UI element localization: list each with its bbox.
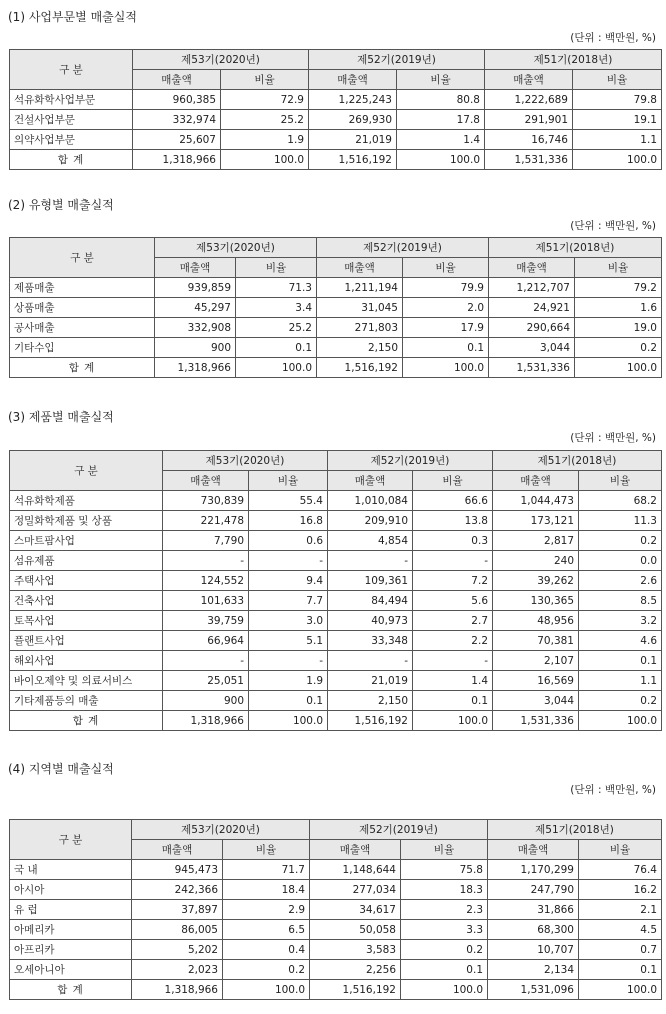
- cell-value: 16,746: [485, 130, 573, 150]
- table-row: [10, 130, 662, 150]
- cell-value: 1,148,644: [310, 860, 401, 880]
- cell-value: 31,866: [488, 900, 579, 920]
- header-period: 제52기(2019년): [328, 451, 493, 471]
- cell-value: 84,494: [328, 591, 413, 611]
- cell-value: -: [249, 651, 328, 671]
- header-sales: 매출액: [328, 471, 413, 491]
- cell-value: 8.5: [579, 591, 662, 611]
- total-value: 100.0: [579, 980, 662, 1000]
- cell-value: 0.6: [249, 531, 328, 551]
- total-row: [10, 150, 662, 170]
- cell-value: 1,225,243: [309, 90, 397, 110]
- cell-value: 7.7: [249, 591, 328, 611]
- cell-value: -: [328, 551, 413, 571]
- cell-value: 86,005: [132, 920, 223, 940]
- total-label: 합 계: [10, 711, 163, 731]
- table-row: [10, 880, 662, 900]
- header-ratio: 비율: [236, 258, 317, 278]
- table-row: [10, 920, 662, 940]
- header-period: 제51기(2018년): [489, 238, 662, 258]
- table-row: [10, 860, 662, 880]
- header-period: 제51기(2018년): [488, 820, 662, 840]
- sales-table: [9, 49, 662, 170]
- cell-value: 1.1: [579, 671, 662, 691]
- total-value: 1,531,336: [493, 711, 579, 731]
- header-period: 제53기(2020년): [155, 238, 317, 258]
- table-row: [10, 278, 662, 298]
- cell-value: 2,256: [310, 960, 401, 980]
- cell-value: 76.4: [579, 860, 662, 880]
- cell-value: 0.7: [579, 940, 662, 960]
- cell-value: 33,348: [328, 631, 413, 651]
- cell-value: -: [163, 551, 249, 571]
- total-value: 1,318,966: [132, 980, 223, 1000]
- cell-value: 2,150: [328, 691, 413, 711]
- cell-value: 1,010,084: [328, 491, 413, 511]
- cell-value: 939,859: [155, 278, 236, 298]
- total-row: [10, 711, 662, 731]
- cell-value: 290,664: [489, 318, 575, 338]
- row-label: 해외사업: [10, 651, 163, 671]
- header-period: 제51기(2018년): [485, 50, 662, 70]
- cell-value: -: [413, 551, 493, 571]
- cell-value: 79.8: [573, 90, 662, 110]
- table-row: [10, 491, 662, 511]
- table-row: [10, 900, 662, 920]
- header-period: 제53기(2020년): [133, 50, 309, 70]
- cell-value: 21,019: [328, 671, 413, 691]
- row-label: 기타제품등의 매출: [10, 691, 163, 711]
- cell-value: 0.0: [579, 551, 662, 571]
- cell-value: 11.3: [579, 511, 662, 531]
- cell-value: 209,910: [328, 511, 413, 531]
- row-label: 플랜트사업: [10, 631, 163, 651]
- table-row: [10, 611, 662, 631]
- total-label: 합 계: [10, 358, 155, 378]
- cell-value: 173,121: [493, 511, 579, 531]
- cell-value: 1,211,194: [317, 278, 403, 298]
- cell-value: 0.1: [579, 960, 662, 980]
- cell-value: 4.5: [579, 920, 662, 940]
- cell-value: 2.3: [401, 900, 488, 920]
- cell-value: 50,058: [310, 920, 401, 940]
- cell-value: 17.8: [397, 110, 485, 130]
- cell-value: 2.0: [403, 298, 489, 318]
- unit-label: (단위 : 백만원, %): [570, 432, 656, 444]
- row-label: 석유화학사업부문: [10, 90, 133, 110]
- cell-value: 75.8: [401, 860, 488, 880]
- unit-label: (단위 : 백만원, %): [570, 32, 656, 44]
- cell-value: 242,366: [132, 880, 223, 900]
- cell-value: 130,365: [493, 591, 579, 611]
- row-label: 정밀화학제품 및 상품: [10, 511, 163, 531]
- cell-value: 17.9: [403, 318, 489, 338]
- table-row: [10, 298, 662, 318]
- total-label: 합 계: [10, 980, 132, 1000]
- cell-value: 1.9: [249, 671, 328, 691]
- total-value: 100.0: [575, 358, 662, 378]
- row-label: 건설사업부문: [10, 110, 133, 130]
- cell-value: 4,854: [328, 531, 413, 551]
- cell-value: -: [163, 651, 249, 671]
- cell-value: 101,633: [163, 591, 249, 611]
- total-value: 1,318,966: [133, 150, 221, 170]
- header-period: 제52기(2019년): [309, 50, 485, 70]
- cell-value: 0.3: [413, 531, 493, 551]
- cell-value: 19.1: [573, 110, 662, 130]
- cell-value: 5,202: [132, 940, 223, 960]
- table-row: [10, 691, 662, 711]
- row-label: 아프리카: [10, 940, 132, 960]
- header-sales: 매출액: [493, 471, 579, 491]
- cell-value: 2,023: [132, 960, 223, 980]
- cell-value: 55.4: [249, 491, 328, 511]
- cell-value: 1.9: [221, 130, 309, 150]
- cell-value: 16.2: [579, 880, 662, 900]
- cell-value: 6.5: [223, 920, 310, 940]
- cell-value: 2.1: [579, 900, 662, 920]
- row-label: 아메리카: [10, 920, 132, 940]
- total-value: 1,531,336: [485, 150, 573, 170]
- row-label: 스마트팜사업: [10, 531, 163, 551]
- cell-value: 2,817: [493, 531, 579, 551]
- cell-value: 3,044: [489, 338, 575, 358]
- header-sales: 매출액: [163, 471, 249, 491]
- cell-value: 31,045: [317, 298, 403, 318]
- cell-value: 5.6: [413, 591, 493, 611]
- cell-value: 332,974: [133, 110, 221, 130]
- cell-value: 13.8: [413, 511, 493, 531]
- cell-value: 271,803: [317, 318, 403, 338]
- header-row-periods: [10, 820, 662, 840]
- header-sales: 매출액: [132, 840, 223, 860]
- cell-value: 9.4: [249, 571, 328, 591]
- table-row: [10, 551, 662, 571]
- cell-value: 0.2: [579, 531, 662, 551]
- header-period: 제52기(2019년): [310, 820, 488, 840]
- table-row: [10, 531, 662, 551]
- row-label: 주택사업: [10, 571, 163, 591]
- table-row: [10, 110, 662, 130]
- table-row: [10, 631, 662, 651]
- total-value: 1,318,966: [163, 711, 249, 731]
- total-label: 합 계: [10, 150, 133, 170]
- cell-value: 72.9: [221, 90, 309, 110]
- total-value: 100.0: [249, 711, 328, 731]
- cell-value: 3.0: [249, 611, 328, 631]
- header-category: 구 분: [10, 820, 132, 860]
- cell-value: 0.1: [579, 651, 662, 671]
- table-row: [10, 651, 662, 671]
- cell-value: 1.4: [397, 130, 485, 150]
- row-label: 아시아: [10, 880, 132, 900]
- total-value: 1,531,096: [488, 980, 579, 1000]
- cell-value: 0.1: [401, 960, 488, 980]
- cell-value: 0.2: [575, 338, 662, 358]
- cell-value: 66,964: [163, 631, 249, 651]
- section-title: (1) 사업부문별 매출실적: [8, 10, 137, 24]
- total-value: 1,318,966: [155, 358, 236, 378]
- cell-value: 1.1: [573, 130, 662, 150]
- cell-value: 0.1: [413, 691, 493, 711]
- header-row-periods: [10, 50, 662, 70]
- cell-value: 7.2: [413, 571, 493, 591]
- section-title: (2) 유형별 매출실적: [8, 198, 114, 212]
- cell-value: 1,212,707: [489, 278, 575, 298]
- header-sales: 매출액: [310, 840, 401, 860]
- row-label: 상품매출: [10, 298, 155, 318]
- header-ratio: 비율: [249, 471, 328, 491]
- sales-table: [9, 819, 662, 1000]
- cell-value: 960,385: [133, 90, 221, 110]
- cell-value: 945,473: [132, 860, 223, 880]
- cell-value: 70,381: [493, 631, 579, 651]
- cell-value: 68.2: [579, 491, 662, 511]
- header-sales: 매출액: [317, 258, 403, 278]
- cell-value: 0.2: [223, 960, 310, 980]
- cell-value: 45,297: [155, 298, 236, 318]
- cell-value: 18.4: [223, 880, 310, 900]
- cell-value: 37,897: [132, 900, 223, 920]
- cell-value: 79.9: [403, 278, 489, 298]
- cell-value: 48,956: [493, 611, 579, 631]
- total-value: 100.0: [413, 711, 493, 731]
- cell-value: 16.8: [249, 511, 328, 531]
- header-period: 제51기(2018년): [493, 451, 662, 471]
- cell-value: 3,044: [493, 691, 579, 711]
- header-category: 구 분: [10, 451, 163, 491]
- cell-value: 21,019: [309, 130, 397, 150]
- cell-value: 124,552: [163, 571, 249, 591]
- cell-value: 109,361: [328, 571, 413, 591]
- cell-value: 10,707: [488, 940, 579, 960]
- header-sales: 매출액: [488, 840, 579, 860]
- header-category: 구 분: [10, 50, 133, 90]
- table-row: [10, 571, 662, 591]
- table-row: [10, 90, 662, 110]
- header-period: 제53기(2020년): [132, 820, 310, 840]
- cell-value: 3.4: [236, 298, 317, 318]
- row-label: 바이오제약 및 의료서비스: [10, 671, 163, 691]
- unit-label: (단위 : 백만원, %): [570, 784, 656, 796]
- cell-value: 25,607: [133, 130, 221, 150]
- cell-value: 2,134: [488, 960, 579, 980]
- unit-label: (단위 : 백만원, %): [570, 220, 656, 232]
- cell-value: 2,150: [317, 338, 403, 358]
- cell-value: 730,839: [163, 491, 249, 511]
- cell-value: 3,583: [310, 940, 401, 960]
- cell-value: 2.2: [413, 631, 493, 651]
- cell-value: 900: [163, 691, 249, 711]
- cell-value: 25.2: [221, 110, 309, 130]
- total-value: 1,531,336: [489, 358, 575, 378]
- total-value: 1,516,192: [310, 980, 401, 1000]
- cell-value: 18.3: [401, 880, 488, 900]
- cell-value: 2.9: [223, 900, 310, 920]
- cell-value: 80.8: [397, 90, 485, 110]
- cell-value: 40,973: [328, 611, 413, 631]
- cell-value: 5.1: [249, 631, 328, 651]
- cell-value: 68,300: [488, 920, 579, 940]
- total-value: 100.0: [221, 150, 309, 170]
- cell-value: 3.2: [579, 611, 662, 631]
- total-row: [10, 980, 662, 1000]
- header-category: 구 분: [10, 238, 155, 278]
- row-label: 국 내: [10, 860, 132, 880]
- cell-value: 0.1: [249, 691, 328, 711]
- cell-value: 71.3: [236, 278, 317, 298]
- row-label: 건축사업: [10, 591, 163, 611]
- total-value: 100.0: [236, 358, 317, 378]
- table-row: [10, 940, 662, 960]
- header-ratio: 비율: [221, 70, 309, 90]
- header-ratio: 비율: [401, 840, 488, 860]
- total-value: 1,516,192: [328, 711, 413, 731]
- cell-value: 1,222,689: [485, 90, 573, 110]
- sales-table: [9, 237, 662, 378]
- cell-value: 240: [493, 551, 579, 571]
- header-period: 제52기(2019년): [317, 238, 489, 258]
- cell-value: 1,044,473: [493, 491, 579, 511]
- cell-value: 221,478: [163, 511, 249, 531]
- cell-value: 2.6: [579, 571, 662, 591]
- header-ratio: 비율: [573, 70, 662, 90]
- table-row: [10, 591, 662, 611]
- cell-value: 2,107: [493, 651, 579, 671]
- cell-value: 79.2: [575, 278, 662, 298]
- table-row: [10, 960, 662, 980]
- cell-value: 1.4: [413, 671, 493, 691]
- cell-value: 900: [155, 338, 236, 358]
- cell-value: 4.6: [579, 631, 662, 651]
- total-row: [10, 358, 662, 378]
- cell-value: 0.1: [403, 338, 489, 358]
- header-ratio: 비율: [575, 258, 662, 278]
- cell-value: 71.7: [223, 860, 310, 880]
- total-value: 100.0: [401, 980, 488, 1000]
- header-sales: 매출액: [309, 70, 397, 90]
- cell-value: 291,901: [485, 110, 573, 130]
- header-sales: 매출액: [485, 70, 573, 90]
- table-row: [10, 671, 662, 691]
- cell-value: -: [413, 651, 493, 671]
- header-ratio: 비율: [413, 471, 493, 491]
- row-label: 유 럽: [10, 900, 132, 920]
- total-value: 100.0: [397, 150, 485, 170]
- total-value: 100.0: [223, 980, 310, 1000]
- header-sales: 매출액: [489, 258, 575, 278]
- cell-value: 7,790: [163, 531, 249, 551]
- total-value: 100.0: [573, 150, 662, 170]
- row-label: 오세아니아: [10, 960, 132, 980]
- header-ratio: 비율: [579, 471, 662, 491]
- header-ratio: 비율: [579, 840, 662, 860]
- row-label: 섬유제품: [10, 551, 163, 571]
- header-row-periods: [10, 238, 662, 258]
- cell-value: 66.6: [413, 491, 493, 511]
- cell-value: -: [328, 651, 413, 671]
- cell-value: 0.1: [236, 338, 317, 358]
- total-value: 1,516,192: [317, 358, 403, 378]
- cell-value: 25,051: [163, 671, 249, 691]
- total-value: 100.0: [403, 358, 489, 378]
- cell-value: 247,790: [488, 880, 579, 900]
- table-row: [10, 511, 662, 531]
- cell-value: 2.7: [413, 611, 493, 631]
- cell-value: 19.0: [575, 318, 662, 338]
- row-label: 제품매출: [10, 278, 155, 298]
- cell-value: 1,170,299: [488, 860, 579, 880]
- header-sales: 매출액: [155, 258, 236, 278]
- cell-value: 34,617: [310, 900, 401, 920]
- row-label: 기타수입: [10, 338, 155, 358]
- cell-value: 39,262: [493, 571, 579, 591]
- cell-value: 332,908: [155, 318, 236, 338]
- row-label: 의약사업부문: [10, 130, 133, 150]
- cell-value: 1.6: [575, 298, 662, 318]
- sales-table: [9, 450, 662, 731]
- header-ratio: 비율: [397, 70, 485, 90]
- row-label: 석유화학제품: [10, 491, 163, 511]
- cell-value: 0.2: [579, 691, 662, 711]
- header-period: 제53기(2020년): [163, 451, 328, 471]
- header-ratio: 비율: [403, 258, 489, 278]
- section-title: (3) 제품별 매출실적: [8, 410, 114, 424]
- cell-value: 0.2: [401, 940, 488, 960]
- header-sales: 매출액: [133, 70, 221, 90]
- cell-value: 0.4: [223, 940, 310, 960]
- table-row: [10, 338, 662, 358]
- cell-value: -: [249, 551, 328, 571]
- row-label: 공사매출: [10, 318, 155, 338]
- header-ratio: 비율: [223, 840, 310, 860]
- table-row: [10, 318, 662, 338]
- total-value: 1,516,192: [309, 150, 397, 170]
- cell-value: 3.3: [401, 920, 488, 940]
- row-label: 토목사업: [10, 611, 163, 631]
- cell-value: 269,930: [309, 110, 397, 130]
- cell-value: 25.2: [236, 318, 317, 338]
- cell-value: 16,569: [493, 671, 579, 691]
- cell-value: 24,921: [489, 298, 575, 318]
- cell-value: 39,759: [163, 611, 249, 631]
- section-title: (4) 지역별 매출실적: [8, 762, 114, 776]
- header-row-periods: [10, 451, 662, 471]
- cell-value: 277,034: [310, 880, 401, 900]
- total-value: 100.0: [579, 711, 662, 731]
